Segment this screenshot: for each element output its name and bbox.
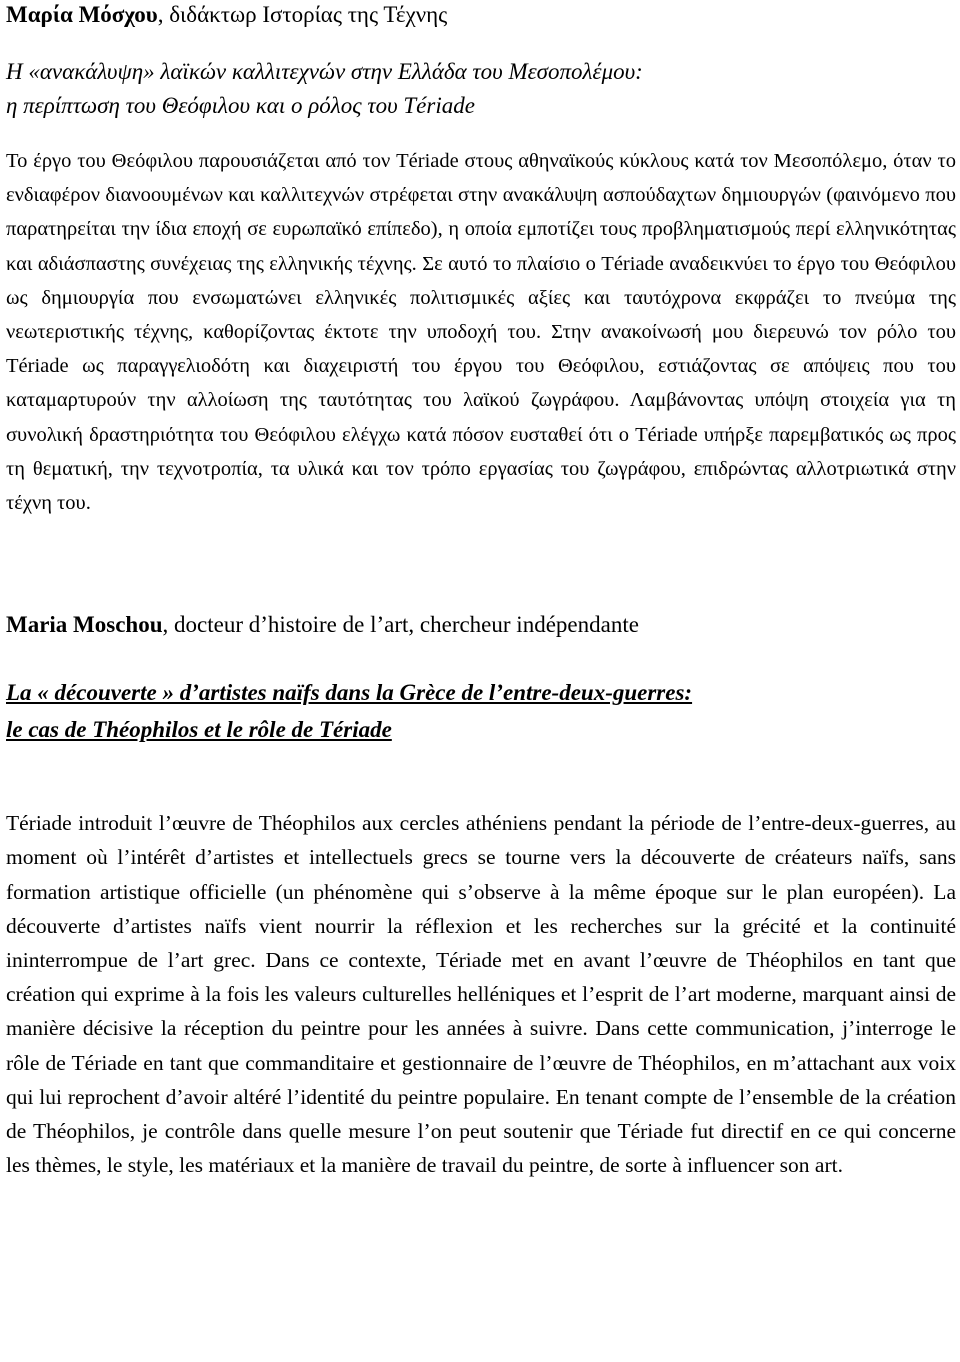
greek-abstract: Το έργο του Θεόφιλου παρουσιάζεται από τον Tériade στους αθηναϊκούς κύκλους κατά τον Μεσοπόλεμο, όταν το ενδιαφέρον διανοουμένων και καλλιτεχνών στρέφεται στην ανακάλυψη ασπούδαχτων δημιουργών (φαινόμενο που παρατηρείται την ίδια εποχή σε ευρωπαϊκό επίπεδο), η οποία εμποτίζει τους προβληματισμούς περί ελληνικότητας και αδιάσπαστης συνέχειας της ελληνικής τέχνης. Σε αυτό το πλαίσιο ο Tériade αναδεικνύει το έργο του Θεόφιλου ως δημιουργία που ενσωματώνει ελληνικές πολιτισμικές αξίες και ταυτόχρονα εκφράζει το πνεύμα της νεωτεριστικής τέχνης, καθορίζοντας έκτοτε την υποδοχή του. Στην ανακοίνωσή μου διερευνώ τον ρόλο του Tériade ως παραγγελιοδότη και διαχειριστή του έργου του Θεόφιλου, εστιάζοντας σε απόψεις που του καταμαρτυρούν την αλλοίωση της ταυτότητας του λαϊκού ζωγράφου. Λαμβάνοντας υπόψη στοιχεία για τη συνολική δραστηριότητα του Θεόφιλου ελέγχω κατά πόσον ευσταθεί ότι ο Tériade υπήρξε παρεμβατικός ως προς τη θεματική, την τεχνοτροπία, τα υλικά και τον τρόπο εργασίας του ζωγράφου, επιδρώντας αλλοτριωτικά στην τέχνη του. (6, 150, 956, 515)
french-author-name: Maria Moschou (6, 612, 163, 638)
french-author-affiliation: , docteur d’histoire de l’art, chercheur indépendante (162, 612, 639, 638)
greek-author-line (6, 0, 956, 30)
greek-author-name: Μαρία Μόσχου (6, 2, 158, 27)
greek-title (6, 55, 956, 123)
greek-author-affiliation: , διδάκτωρ Ιστορίας της Τέχνης (157, 2, 448, 27)
greek-title-line-2: η περίπτωση του Θεόφιλου και ο ρόλος του Tériade (6, 93, 475, 118)
french-abstract: Tériade introduit l’œuvre de Théophilos aux cercles athéniens pendant la période de l’entre-deux-guerres, au moment où l’intérêt d’artistes et intellectuels grecs se tourne vers la découverte de créateurs naïfs, sans formation artistique officielle (un phénomène qui s’observe à la même époque sur le plan européen). La découverte d’artistes naïfs vient nourrir la réflexion et les recherches sur la grécité et la continuité ininterrompue de l’art grec. Dans ce contexte, Tériade met en avant l’œuvre de Théophilos en tant que création qui exprime à la fois les valeurs culturelles helléniques et l’esprit de l’art moderne, marquant ainsi de manière décisive la réception du peintre pour les années à suivre. Dans cette communication, j’interroge le rôle de Tériade en tant que commanditaire et gestionnaire de l’œuvre de Théophilos, en m’attachant aux voix qui lui reprochent d’avoir altéré l’identité du peintre populaire. En tenant compte de l’ensemble de la création de Théophilos, je contrôle dans quelle mesure l’on peut soutenir que Tériade fut directif en ce qui concerne les thèmes, le style, les matériaux et la manière de travail du peintre, de sorte à influencer son art. (6, 811, 956, 1178)
greek-title-line-1: Η «ανακάλυψη» λαϊκών καλλιτεχνών στην Ελλάδα του Μεσοπολέμου: (6, 59, 643, 84)
french-author-line (6, 608, 956, 642)
french-title (6, 674, 956, 748)
document-page (6, 0, 956, 1182)
french-title-line-2: le cas de Théophilos et le rôle de Tériade (6, 717, 392, 743)
french-title-line-1: La « découverte » d’artistes naïfs dans la Grèce de l’entre-deux-guerres: (6, 680, 693, 706)
